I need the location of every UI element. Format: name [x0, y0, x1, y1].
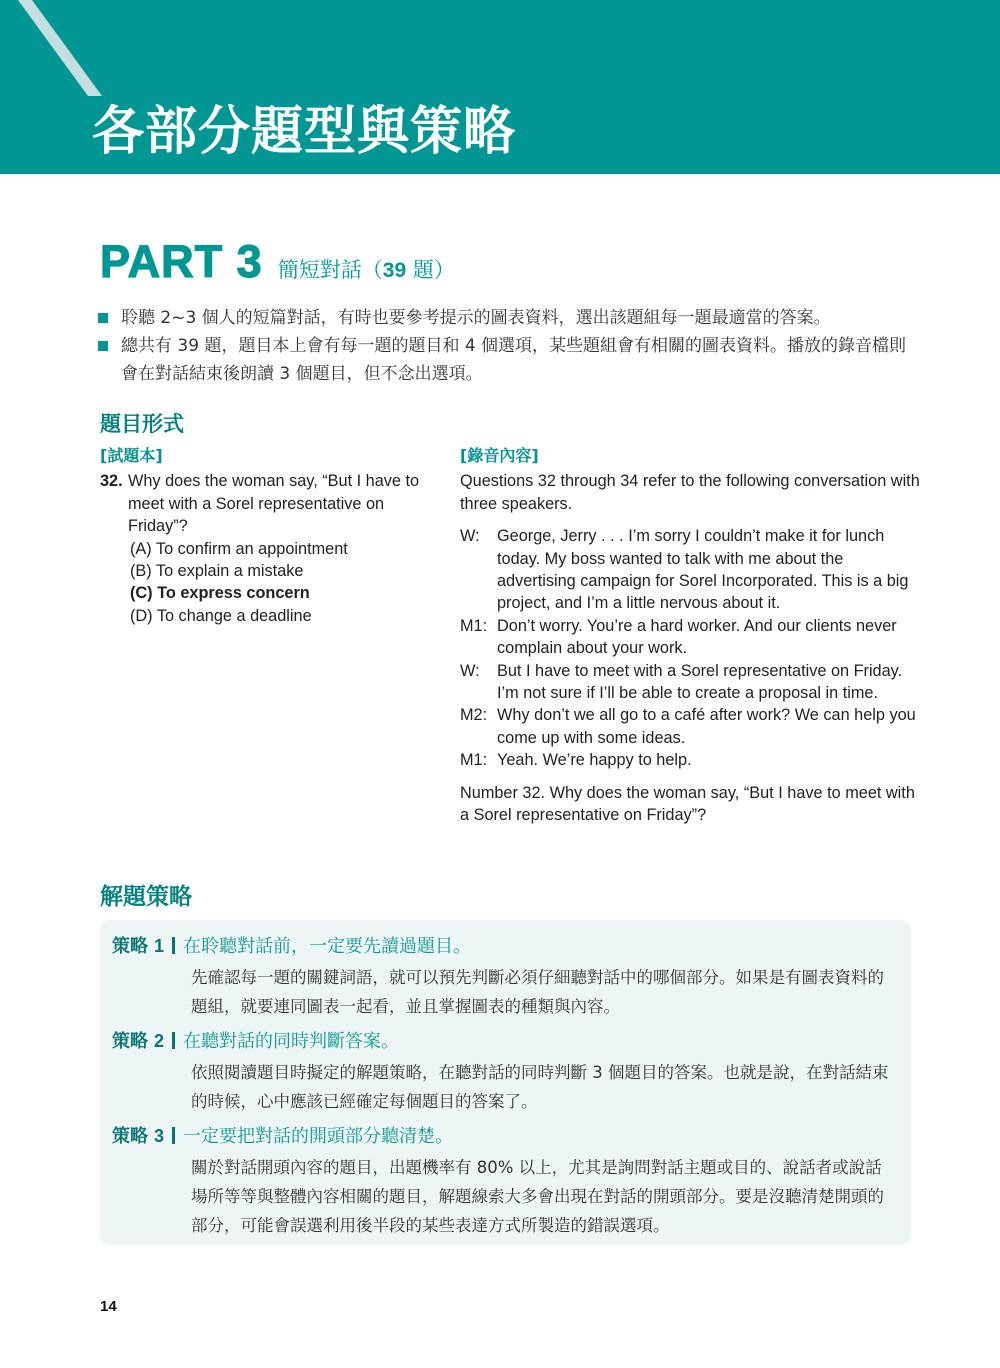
dialogue-line [460, 615, 920, 660]
dialogue-text: George, Jerry . . . I’m sorry I couldn’t make it for lunch today. My boss wanted to talk with me about the advertising campaign for Sorel Incorporated. This is a big project, and I’m a little nervous about it. [497, 527, 909, 613]
square-bullet-icon [98, 341, 108, 351]
test-book-column [100, 445, 430, 627]
dialogue-line [460, 525, 920, 615]
strategy-number: 3 [154, 1126, 165, 1146]
strategy-body: 先確認每一題的關鍵詞語，就可以預先判斷必須仔細聽對話中的哪個部分。如果是有圖表資料的題組，就要連同圖表一起看，並且掌握圖表的種類與內容。 [191, 968, 884, 1016]
part-label: PART 3 [100, 236, 263, 287]
question-number: 32. [100, 472, 123, 491]
chapter-title: 各部分題型與策略 [92, 102, 517, 162]
intro-bullet-list [98, 304, 918, 388]
divider-bar [172, 1032, 175, 1049]
strategy-keyword: 策略 [112, 1031, 148, 1052]
strategy-heading [112, 932, 912, 958]
part-subtitle-suffix: 題） [406, 258, 455, 282]
intro-bullet-text: 總共有 39 題，題目本上會有每一題的題目和 4 個選項，某些題組會有相關的圖表資料。播放的錄音檔則會在對話結束後朗讀 3 個題目，但不念出選項。 [121, 336, 907, 384]
recording-label: [錄音內容] [460, 446, 539, 465]
strategy-body: 依照閱讀題目時擬定的解題策略，在聽對話的同時判斷 3 個題目的答案。也就是說，在對話結束的時候，心中應該已經確定每個題目的答案了。 [191, 1063, 889, 1111]
recording-question: Number 32. Why does the woman say, “But I have to meet with a Sorel representative on Friday”? [460, 783, 915, 825]
strategy-item [112, 1122, 912, 1240]
recording-intro: Questions 32 through 34 refer to the following conversation with three speakers. [460, 472, 920, 513]
strategy-item [112, 1027, 912, 1116]
speaker-label: M2: [460, 706, 488, 725]
strategy-headline: 在聆聽對話前，一定要先讀過題目。 [183, 936, 472, 957]
strategy-heading [112, 1122, 912, 1148]
strategy-number: 2 [154, 1031, 165, 1051]
part-subtitle [278, 258, 455, 282]
speaker-label: W: [460, 527, 480, 546]
format-section-title: 題目形式 [100, 412, 184, 436]
option-b: (B) To explain a mistake [130, 562, 304, 581]
test-book-label: [試題本] [100, 446, 163, 465]
chapter-header-banner [0, 0, 1000, 174]
strategy-headline: 一定要把對話的開頭部分聽清楚。 [183, 1126, 454, 1147]
dialogue-text: Why don’t we all go to a café after work? We can help you come up with some ideas. [497, 706, 916, 747]
intro-bullet [98, 304, 918, 332]
dialogue-text: Don’t worry. You’re a hard worker. And our clients never complain about your work. [497, 616, 897, 658]
intro-bullet [98, 332, 918, 388]
intro-bullet-text: 聆聽 2~3 個人的短篇對話，有時也要參考提示的圖表資料，選出該題組每一題最適當的答案。 [121, 308, 831, 328]
strategy-keyword: 策略 [112, 1126, 148, 1147]
speaker-label: M1: [460, 751, 488, 770]
dialogue-line [460, 660, 920, 705]
page-number: 14 [100, 1298, 117, 1315]
option-d: (D) To change a deadline [130, 606, 312, 625]
speaker-label: M1: [460, 616, 488, 635]
dialogue-text: But I have to meet with a Sorel representative on Friday. I’m not sure if I’ll be able to create a proposal in time. [497, 661, 903, 703]
question-item [100, 470, 430, 627]
question-text: Why does the woman say, “But I have to meet with a Sorel representative on Friday”? [128, 472, 420, 536]
strategy-keyword: 策略 [112, 936, 148, 957]
strategy-number: 1 [154, 936, 165, 956]
dialogue-line [460, 749, 920, 771]
part-subtitle-text: 簡短對話（ [277, 258, 383, 282]
strategy-heading [112, 1027, 912, 1053]
option-c-correct: (C) To express concern [130, 584, 310, 603]
strategy-body: 關於對話開頭內容的題目，出題機率有 80% 以上，尤其是詢問對話主題或目的、說話者或說話場所等等與整體內容相關的題目，解題線索大多會出現在對話的開頭部分。要是沒聽清楚開頭的部分，可能會誤選利用後半段的某些表達方式所製造的錯誤選項。 [191, 1158, 884, 1235]
strategy-section-title: 解題策略 [100, 884, 192, 910]
recording-column [460, 445, 920, 827]
divider-bar [172, 1127, 175, 1144]
square-bullet-icon [98, 313, 108, 323]
dialogue-text: Yeah. We’re happy to help. [497, 751, 692, 770]
option-a: (A) To confirm an appointment [130, 539, 348, 558]
speaker-label: W: [460, 661, 480, 680]
strategy-headline: 在聽對話的同時判斷答案。 [183, 1031, 400, 1052]
strategy-item [112, 932, 912, 1021]
part-question-count: 39 [382, 259, 407, 282]
dialogue-line [460, 704, 920, 749]
part-heading [100, 236, 455, 288]
divider-bar [172, 937, 175, 954]
